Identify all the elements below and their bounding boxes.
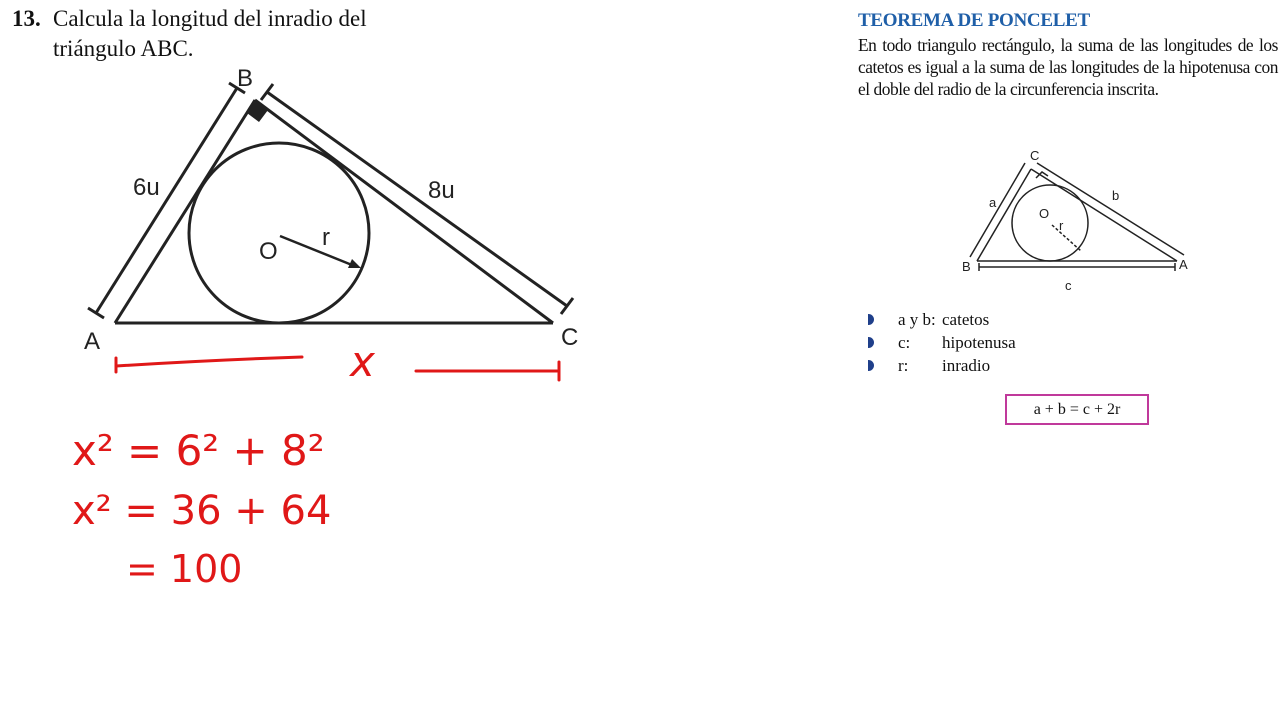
center-label: O [259, 238, 278, 265]
bullet-icon [868, 337, 874, 348]
right-angle-marker [247, 101, 268, 122]
handwritten-x-label: x [350, 337, 375, 386]
legend-list [868, 308, 1016, 377]
ref-center-label: O [1039, 206, 1050, 221]
ref-side-a-label: a [989, 195, 997, 210]
ref-side-c-label: c [1065, 278, 1072, 293]
side-ab-label: 6u [133, 174, 160, 201]
handwritten-equation-2: x² = 36 + 64 [72, 488, 332, 534]
legend-item [868, 331, 1016, 354]
legend-value: hipotenusa [942, 332, 1016, 352]
problem-text-1: Calcula la longitud del inradio del [53, 6, 367, 31]
side-bc-label: 8u [428, 177, 455, 204]
legend-value: catetos [942, 309, 990, 329]
incircle [189, 143, 369, 323]
dimension-line-ab [88, 83, 245, 318]
formula-box [1005, 394, 1149, 425]
reference-triangle [970, 163, 1184, 271]
theorem-title: TEOREMA DE PONCELET [858, 10, 1090, 31]
legend-item [868, 354, 1016, 377]
legend-key: a y b: [898, 309, 936, 329]
theorem-text: En todo triangulo rectángulo, la suma de las longitudes de los catetos es igual a la suma de las longitudes de la hipotenusa con el doble del radio de la circunferencia inscrita. [858, 35, 1278, 99]
vertex-c-label: C [561, 324, 579, 351]
ref-side-b-label: b [1112, 188, 1120, 203]
ref-vertex-a-label: A [1179, 257, 1188, 272]
handwritten-equation-3: = 100 [126, 547, 243, 591]
bullet-icon [868, 314, 874, 325]
legend-key: c: [898, 332, 911, 352]
vertex-a-label: A [84, 328, 101, 355]
formula-text: a + b = c + 2r [1033, 400, 1121, 418]
legend-value: inradio [942, 355, 991, 375]
problem-number: 13. [12, 6, 41, 31]
ref-vertex-c-label: C [1030, 148, 1040, 163]
dimension-line-bc [261, 84, 573, 314]
theorem-panel [858, 10, 1278, 100]
vertex-b-label: B [237, 65, 254, 92]
main-triangle [115, 100, 553, 323]
ref-vertex-b-label: B [962, 259, 971, 274]
radius-label: r [322, 224, 330, 251]
handwritten-hypotenuse-dimension [116, 357, 559, 380]
legend-item [868, 308, 1016, 331]
radius-line [280, 236, 352, 265]
problem-text-2: triángulo ABC. [53, 36, 194, 61]
bullet-icon [868, 360, 874, 371]
handwritten-equation-1: x² = 6² + 8² [72, 426, 325, 475]
legend-key: r: [898, 355, 909, 375]
ref-radius-label: r [1059, 218, 1064, 233]
